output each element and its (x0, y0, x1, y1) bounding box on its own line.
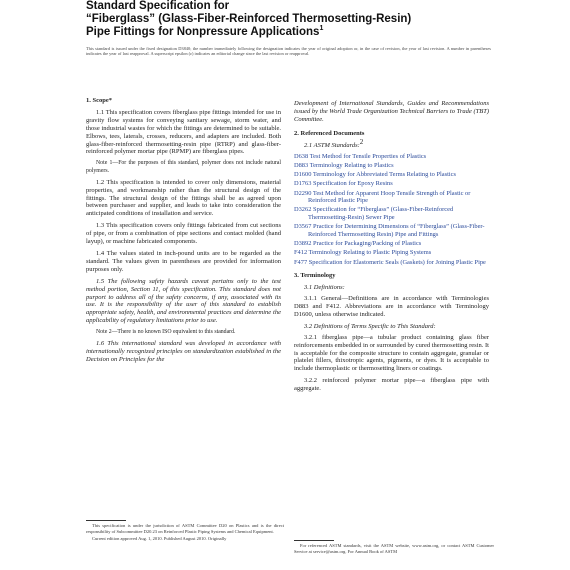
section-heading-scope: 1. Scope* (86, 97, 112, 104)
paragraph-1-4: 1.4 The values stated in inch-pound units are to be regarded as the standard. The values given in parentheses are provided for information purposes only. (86, 250, 281, 273)
paragraph-3-1: 3.1 Definitions: (304, 284, 345, 292)
footnote-rule-left (86, 520, 126, 521)
note-1: Note 1—For the purposes of this standard, polymer does not include natural polymers. (86, 160, 281, 174)
paragraph-3-1-1: 3.1.1 General—Definitions are in accordance with Terminologies D883 and F412. Abbreviations are in accordance with Terminology D1600, unless otherwise indicated. (294, 295, 489, 318)
reference-item[interactable]: D3892 Practice for Packaging/Packing of Plastics (294, 240, 422, 248)
reference-item[interactable]: F412 Terminology Relating to Plastic Piping Systems (294, 249, 432, 257)
reference-item[interactable]: F477 Specification for Elastomeric Seals (Gaskets) for Joining Plastic Pipe (294, 258, 486, 266)
title-line-1: Standard Specification for (86, 0, 230, 12)
paragraph-3-2-1: 3.2.1 fiberglass pipe—a tubular product containing glass fiber reinforcements embedded in or surrounded by cured thermosetting resin. It is acceptable for the composite structure to contain aggregate, granular or platelet fillers, thixotropic agents, pigments, or dyes. It is acceptable to include thermoplastic or thermosetting liners or coatings. (294, 333, 489, 373)
paragraph-3-2: 3.2 Definitions of Terms Specific to This Standard: (304, 322, 436, 330)
astm-standards-footnote-mark[interactable]: 2 (359, 137, 364, 146)
reference-item[interactable]: D2290 Test Method for Apparent Hoop Tensile Strength of Plastic or Reinforced Plastic Pipe (294, 189, 471, 205)
left-column (86, 97, 281, 368)
note-2: Note 2—There is no known ISO equivalent to this standard. (96, 329, 236, 336)
paragraph-1-6: 1.6 This international standard was developed in accordance with internationally recognized principles on standardization established in the Decision on Principles for the (86, 340, 281, 364)
reference-item[interactable]: D3262 Specification for “Fiberglass” (Glass-Fiber-Reinforced Thermosetting-Resin) Sewer Pipe (294, 206, 454, 222)
title-line-2: “Fiberglass” (Glass-Fiber-Reinforced Thermosetting-Resin) (86, 13, 412, 25)
reference-item[interactable]: D638 Test Method for Tensile Properties of Plastics (294, 152, 427, 160)
title-footnote-mark[interactable]: 1 (319, 25, 324, 33)
section-heading-referenced-documents: 2. Referenced Documents (294, 129, 365, 137)
astm-standards-intro: 2.1 ASTM Standards:2 (304, 137, 364, 149)
reference-item[interactable]: D883 Terminology Relating to Plastics (294, 161, 394, 169)
title-line-3: Pipe Fittings for Nonpressure Applications$^1$ (86, 25, 324, 38)
paragraph-1-6-continued: Development of International Standards, Guides and Recommendations issued by the World Trade Organization Technical Barriers to Trade (TBT) Committee. (294, 100, 489, 123)
paragraph-1-3: 1.3 This specification covers only fittings fabricated from cut sections of pipe, or from a combination of pipe sections and contact molded (hand layup), or machine fabricated components. (86, 222, 281, 246)
paragraph-3-2-2: 3.2.2 reinforced polymer mortar pipe—a fiberglass pipe with aggregate. (294, 377, 489, 393)
footnotes-left (86, 523, 284, 543)
section-heading-terminology: 3. Terminology (294, 272, 336, 280)
footnote-1-continued: Current edition approved Aug. 1, 2010. Published August 2010. Originally (92, 535, 227, 541)
footnote-2: For referenced ASTM standards, visit the ASTM website, www.astm.org, or contact ASTM Customer Service at service@astm.org. For Annual Book of ASTM (294, 543, 494, 554)
reference-item[interactable]: D1600 Terminology for Abbreviated Terms Relating to Plastics (294, 171, 456, 179)
reference-item[interactable]: D3567 Practice for Determining Dimensions of “Fiberglass” (Glass-Fiber-Reinforced Thermosetting Resin) Pipe and Fittings (294, 223, 485, 239)
footnotes-right (294, 543, 494, 556)
reference-list (294, 153, 489, 267)
right-column (294, 100, 489, 397)
document-title (86, 0, 526, 39)
footnote-rule-right (294, 540, 334, 541)
designation-preamble: This standard is issued under the fixed designation D3840; the number immediately following the designation indicates the year of original adoption or, in the case of revision, the year of last revision. A number in parentheses indicates the year of last reapproval. A superscript epsilon (ε) indicates an editorial change since the last revision or reapproval. (86, 46, 491, 57)
footnote-1: This specification is under the jurisdiction of ASTM Committee D20 on Plastics and is the direct responsibility of Subcommittee D20.23 on Reinforced Plastic Piping Systems and Chemical Equipment. (86, 523, 284, 534)
paragraph-1-2: 1.2 This specification is intended to cover only dimensions, material properties, and workmanship rather than the structural design of the fittings. The structural design of the fittings shall be as agreed upon between purchaser and supplier, and leads to take into consideration the anticipated conditions of installation and service. (86, 178, 281, 218)
paragraph-1-1: 1.1 This specification covers fiberglass pipe fittings intended for use in gravity flow systems for conveying sanitary sewage, storm water, and those industrial wastes for which the fittings are determined to be suitable. Elbows, tees, laterals, crosses, reducers, and adapters are included. Both glass-fiber-reinforced thermosetting-resin pipe (RTRP) and glass-fiber-reinforced polymer mortar pipe (RPMP) are fiberglass pipes. (86, 108, 281, 156)
paragraph-1-5: 1.5 The following safety hazards caveat pertains only to the test method portion, Section 11, of this specification. This standard does not purport to address all of the safety concerns, if any, associated with its use. It is the responsibility of the user of this standard to establish appropriate safety, health, and environmental practices and determine the applicability of regulatory limitations prior to use. (86, 277, 281, 325)
reference-item[interactable]: D1763 Specification for Epoxy Resins (294, 180, 393, 188)
